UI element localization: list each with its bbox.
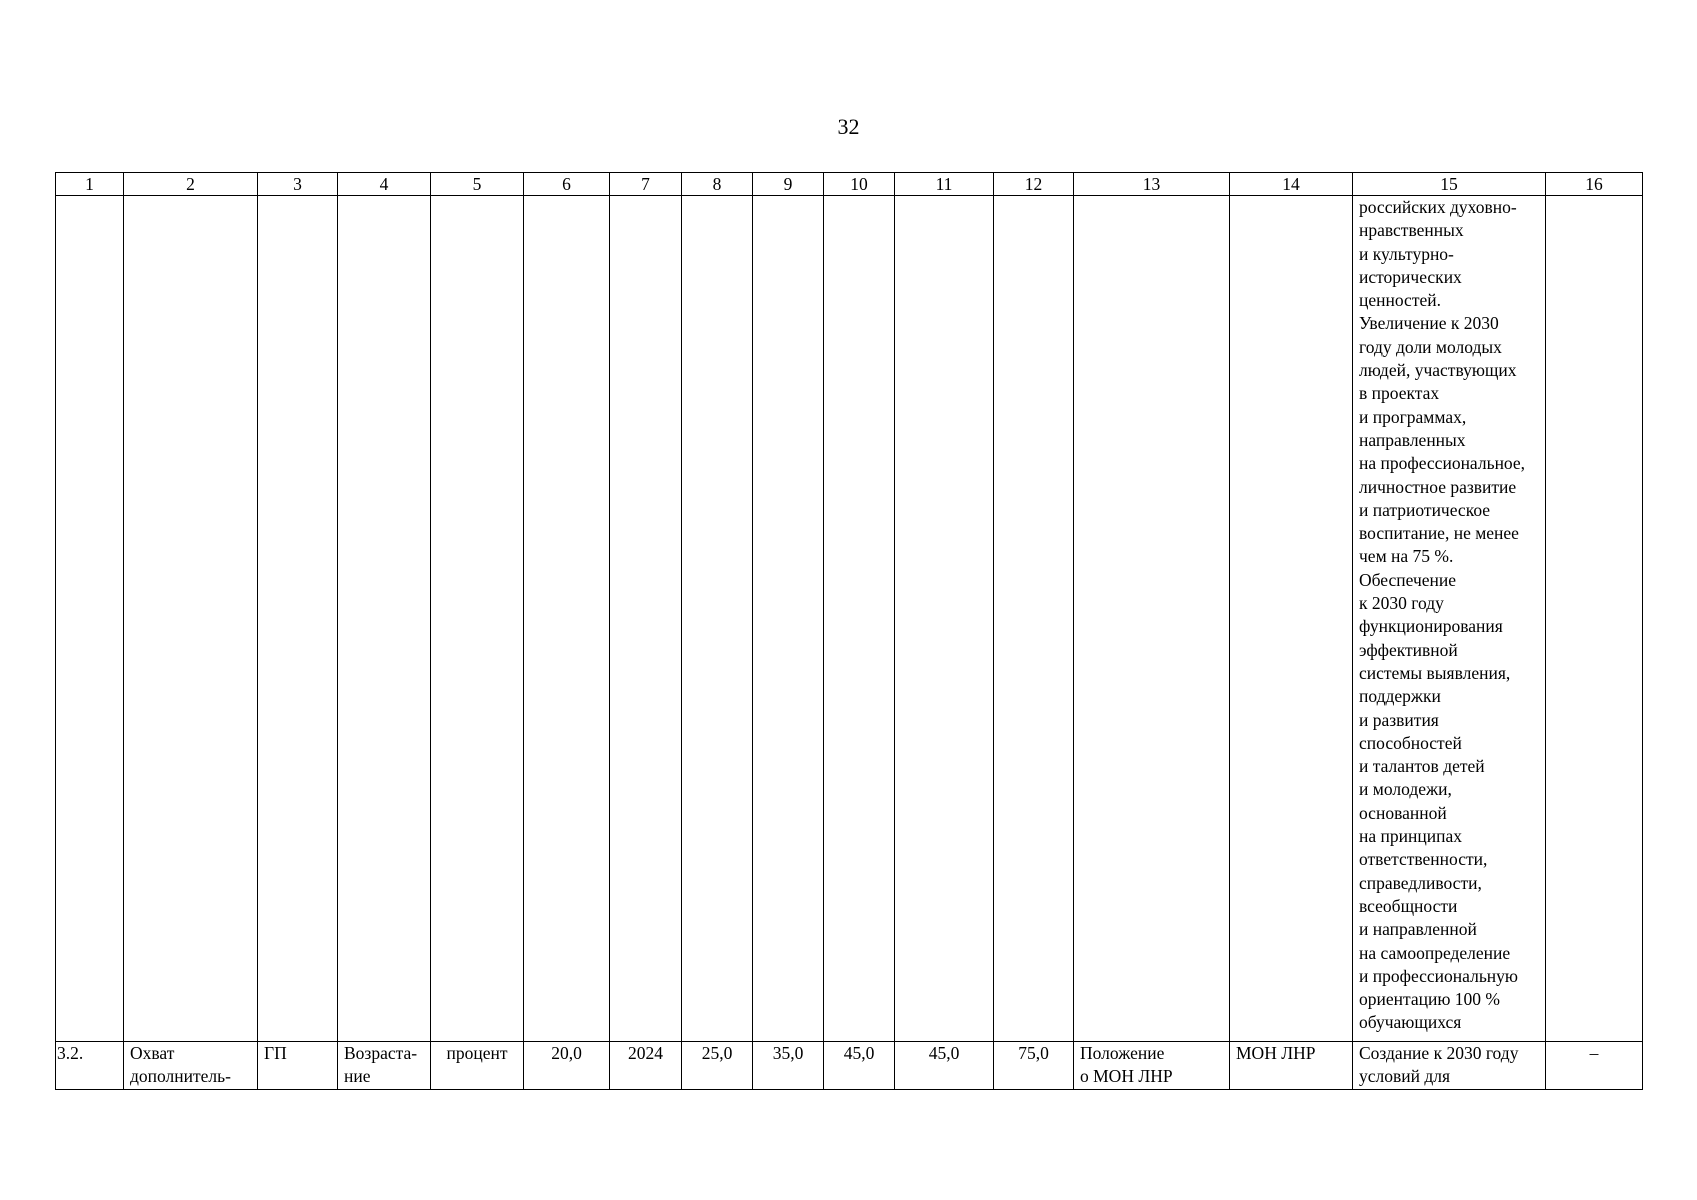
- text-line: обучающихся: [1359, 1012, 1462, 1033]
- indicator-trend: [338, 1042, 431, 1090]
- text-line: ответственности,: [1359, 849, 1488, 870]
- column-number: 13: [1074, 173, 1230, 196]
- text-line: поддержки: [1359, 686, 1441, 707]
- indicators-table: [55, 172, 1643, 1090]
- text-line: и программах,: [1359, 406, 1467, 427]
- value-cell: 45,0: [824, 1042, 895, 1090]
- value-cell: 75,0: [994, 1042, 1074, 1090]
- row-number: 3.2.: [56, 1042, 124, 1090]
- page-number: 32: [837, 114, 860, 139]
- text-line: эффективной: [1359, 639, 1458, 660]
- value-cell: 45,0: [895, 1042, 994, 1090]
- column-number: 10: [824, 173, 895, 196]
- text-line: способностей: [1359, 732, 1462, 753]
- text-line: исторических: [1359, 266, 1462, 287]
- value-cell: 25,0: [682, 1042, 753, 1090]
- table-row: [56, 1042, 1643, 1090]
- column-number: 11: [895, 173, 994, 196]
- text-line: и талантов детей: [1359, 756, 1485, 777]
- text-line: Возраста-: [344, 1043, 418, 1063]
- table-cell: [610, 196, 682, 1042]
- column-number: 6: [524, 173, 610, 196]
- text-line: дополнитель-: [130, 1066, 231, 1087]
- text-line: чем на 75 %.: [1359, 546, 1454, 567]
- text-line: людей, участвующих: [1359, 360, 1517, 381]
- text-line: ние: [344, 1066, 371, 1087]
- text-line: и направленной: [1359, 919, 1477, 940]
- table-cell: [1230, 196, 1353, 1042]
- text-line: системы выявления,: [1359, 662, 1511, 683]
- document-basis: [1074, 1042, 1230, 1090]
- text-line: условий для: [1359, 1066, 1451, 1087]
- column-number: 15: [1353, 173, 1546, 196]
- column-number: 9: [753, 173, 824, 196]
- text-line: и патриотическое: [1359, 499, 1491, 520]
- expected-results-cell: [1353, 196, 1546, 1042]
- text-line: личностное развитие: [1359, 476, 1517, 497]
- table-cell: [56, 196, 124, 1042]
- table-cell: [124, 196, 258, 1042]
- text-line: справедливости,: [1359, 872, 1482, 893]
- table-cell: [258, 196, 338, 1042]
- table-cell: [994, 196, 1074, 1042]
- text-line: Создание к 2030 году: [1359, 1043, 1519, 1063]
- table-cell: [753, 196, 824, 1042]
- text-line: Обеспечение: [1359, 569, 1457, 590]
- responsible-body: МОН ЛНР: [1230, 1042, 1353, 1090]
- text-line: основанной: [1359, 802, 1447, 823]
- text-line: на профессиональное,: [1359, 453, 1526, 474]
- info-system: –: [1546, 1042, 1643, 1090]
- table-cell: [824, 196, 895, 1042]
- text-line: Охват: [130, 1043, 175, 1063]
- text-line: Положение: [1080, 1043, 1165, 1063]
- text-line: и развития: [1359, 709, 1439, 730]
- column-number: 4: [338, 173, 431, 196]
- table-cell: [338, 196, 431, 1042]
- column-number: 16: [1546, 173, 1643, 196]
- unit-of-measure: процент: [431, 1042, 524, 1090]
- text-line: Увеличение к 2030: [1359, 313, 1499, 334]
- text-line: направленных: [1359, 429, 1466, 450]
- text-line: к 2030 году: [1359, 593, 1444, 614]
- column-number: 7: [610, 173, 682, 196]
- table-cell: [682, 196, 753, 1042]
- text-line: функционирования: [1359, 616, 1503, 637]
- column-number: 14: [1230, 173, 1353, 196]
- column-number: 3: [258, 173, 338, 196]
- text-line: ориентацию 100 %: [1359, 989, 1501, 1010]
- table-cell: [1074, 196, 1230, 1042]
- table-cell: [431, 196, 524, 1042]
- text-line: нравственных: [1359, 220, 1464, 241]
- text-line: и профессиональную: [1359, 965, 1518, 986]
- text-line: и молодежи,: [1359, 779, 1452, 800]
- text-line: ценностей.: [1359, 290, 1441, 311]
- table-cell: [524, 196, 610, 1042]
- text-line: на принципах: [1359, 826, 1462, 847]
- text-line: в проектах: [1359, 383, 1440, 404]
- table-cell: [895, 196, 994, 1042]
- text-line: на самоопределение: [1359, 942, 1511, 963]
- base-year: 2024: [610, 1042, 682, 1090]
- indicator-name: [124, 1042, 258, 1090]
- expected-results-cell: [1353, 1042, 1546, 1090]
- text-line: всеобщности: [1359, 895, 1458, 916]
- column-number-row: [56, 173, 1643, 196]
- column-number: 12: [994, 173, 1074, 196]
- text-line: году доли молодых: [1359, 336, 1502, 357]
- column-number: 2: [124, 173, 258, 196]
- column-number: 8: [682, 173, 753, 196]
- text-line: и культурно-: [1359, 243, 1454, 264]
- text-line: о МОН ЛНР: [1080, 1066, 1173, 1087]
- indicator-level: ГП: [258, 1042, 338, 1090]
- text-line: российских духовно-: [1359, 197, 1517, 217]
- column-number: 5: [431, 173, 524, 196]
- continuation-row: [56, 196, 1643, 1042]
- column-number: 1: [56, 173, 124, 196]
- text-line: воспитание, не менее: [1359, 523, 1519, 544]
- base-value: 20,0: [524, 1042, 610, 1090]
- value-cell: 35,0: [753, 1042, 824, 1090]
- table-cell: [1546, 196, 1643, 1042]
